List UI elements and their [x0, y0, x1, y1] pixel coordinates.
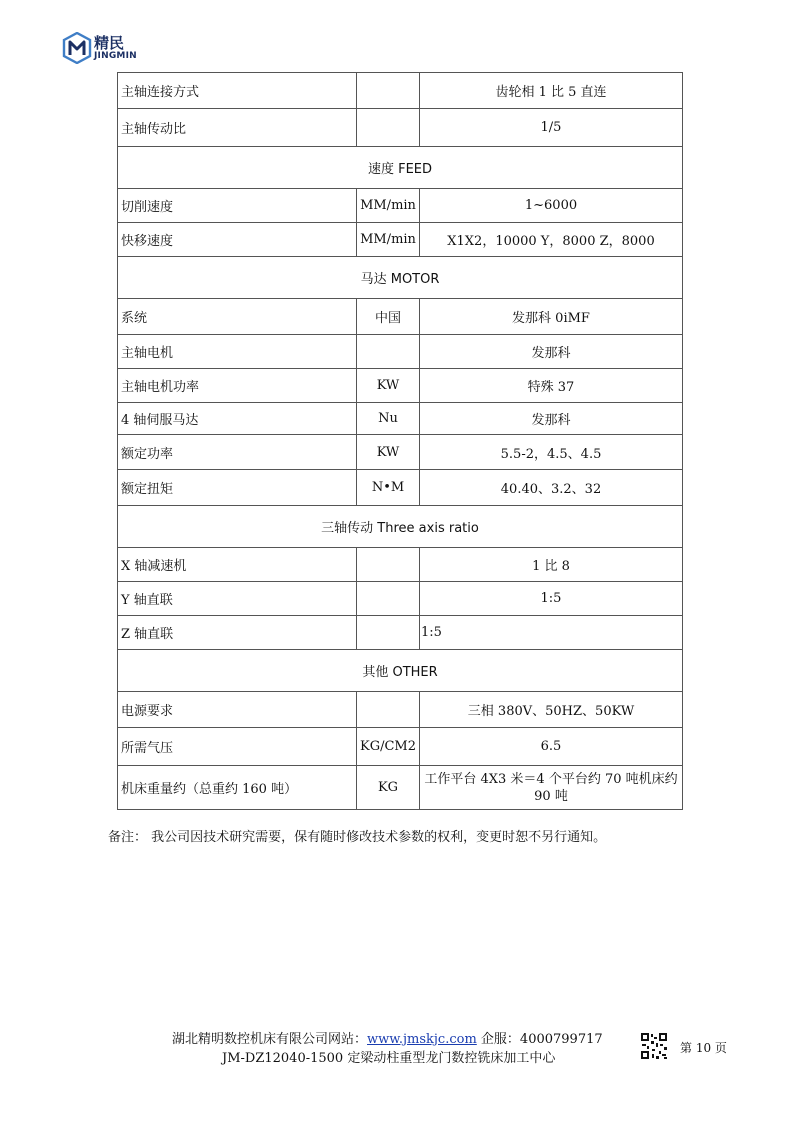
table-row	[118, 582, 683, 616]
spec-unit	[357, 73, 420, 109]
footer-company: 湖北精明数控机床有限公司网站：	[172, 1032, 368, 1047]
spec-label: 主轴电机	[118, 335, 357, 369]
table-row	[118, 548, 683, 582]
footer-contact-line	[172, 1028, 603, 1047]
spec-label: 系统	[118, 299, 357, 335]
spec-label: 所需气压	[118, 728, 357, 766]
table-row	[118, 335, 683, 369]
table-row	[118, 403, 683, 435]
spec-label: 4 轴伺服马达	[118, 403, 357, 435]
footer-model-title: JM-DZ12040-1500 定梁动柱重型龙门数控铣床加工中心	[222, 1051, 556, 1066]
spec-value: 工作平台 4X3 米＝4 个平台约 70 吨机床约 90 吨	[420, 766, 683, 810]
footer-website-link[interactable]: www.jmskjc.com	[367, 1032, 477, 1047]
table-row	[118, 616, 683, 650]
spec-label: 额定扭矩	[118, 470, 357, 506]
spec-unit: KW	[357, 369, 420, 403]
spec-unit: MM/min	[357, 223, 420, 257]
spec-value: 1:5	[420, 616, 683, 650]
spec-unit	[357, 335, 420, 369]
spec-label: X 轴减速机	[118, 548, 357, 582]
spec-value: X1X2，10000 Y，8000 Z，8000	[420, 223, 683, 257]
spec-unit: MM/min	[357, 189, 420, 223]
table-row	[118, 73, 683, 109]
spec-unit: KW	[357, 435, 420, 470]
spec-value: 发那科	[420, 335, 683, 369]
spec-value: 发那科	[420, 403, 683, 435]
logo-chinese-name: 精民	[94, 33, 125, 52]
spec-unit: Nu	[357, 403, 420, 435]
spec-unit	[357, 582, 420, 616]
page-number: 第 10 页	[680, 1041, 727, 1055]
spec-value: 发那科 0iMF	[420, 299, 683, 335]
spec-value: 齿轮相 1 比 5 直连	[420, 73, 683, 109]
qr-code-icon	[640, 1032, 668, 1060]
section-row	[118, 147, 683, 189]
spec-value: 特殊 37	[420, 369, 683, 403]
spec-unit: 中国	[357, 299, 420, 335]
table-row	[118, 692, 683, 728]
spec-value: 1 比 8	[420, 548, 683, 582]
table-row	[118, 369, 683, 403]
spec-label: Z 轴直联	[118, 616, 357, 650]
spec-label: 主轴电机功率	[118, 369, 357, 403]
spec-value: 5.5-2，4.5、4.5	[420, 435, 683, 470]
spec-label: 主轴连接方式	[118, 73, 357, 109]
section-title: 马达 MOTOR	[118, 257, 683, 299]
spec-label: 机床重量约（总重约 160 吨）	[118, 766, 357, 810]
table-row	[118, 766, 683, 810]
table-row	[118, 435, 683, 470]
footer-service-number: 企服：4000799717	[480, 1032, 603, 1047]
spec-table	[117, 72, 683, 810]
table-row	[118, 223, 683, 257]
section-title: 速度 FEED	[118, 147, 683, 189]
jingmin-logo-icon	[62, 32, 92, 64]
spec-label: 额定功率	[118, 435, 357, 470]
section-row	[118, 257, 683, 299]
spec-unit: N•M	[357, 470, 420, 506]
table-row	[118, 109, 683, 147]
spec-value: 1:5	[420, 582, 683, 616]
spec-label: Y 轴直联	[118, 582, 357, 616]
spec-unit: KG/CM2	[357, 728, 420, 766]
spec-value: 40.40、3.2、32	[420, 470, 683, 506]
remark-note: 备注： 我公司因技术研究需要，保有随时修改技术参数的权利，变更时恕不另行通知。	[108, 830, 607, 845]
spec-label: 主轴传动比	[118, 109, 357, 147]
section-row	[118, 650, 683, 692]
logo-english-name: JINGMIN	[94, 50, 137, 61]
spec-label: 电源要求	[118, 692, 357, 728]
spec-unit	[357, 548, 420, 582]
spec-value: 1/5	[420, 109, 683, 147]
spec-value: 三相 380V、50HZ、50KW	[420, 692, 683, 728]
spec-unit	[357, 692, 420, 728]
table-row	[118, 299, 683, 335]
table-row	[118, 470, 683, 506]
spec-unit	[357, 616, 420, 650]
table-row	[118, 728, 683, 766]
section-row	[118, 506, 683, 548]
section-title: 其他 OTHER	[118, 650, 683, 692]
company-logo	[62, 30, 137, 66]
section-title: 三轴传动 Three axis ratio	[118, 506, 683, 548]
spec-value: 1~6000	[420, 189, 683, 223]
spec-label: 快移速度	[118, 223, 357, 257]
table-row	[118, 189, 683, 223]
spec-unit: KG	[357, 766, 420, 810]
spec-value: 6.5	[420, 728, 683, 766]
spec-label: 切削速度	[118, 189, 357, 223]
spec-unit	[357, 109, 420, 147]
